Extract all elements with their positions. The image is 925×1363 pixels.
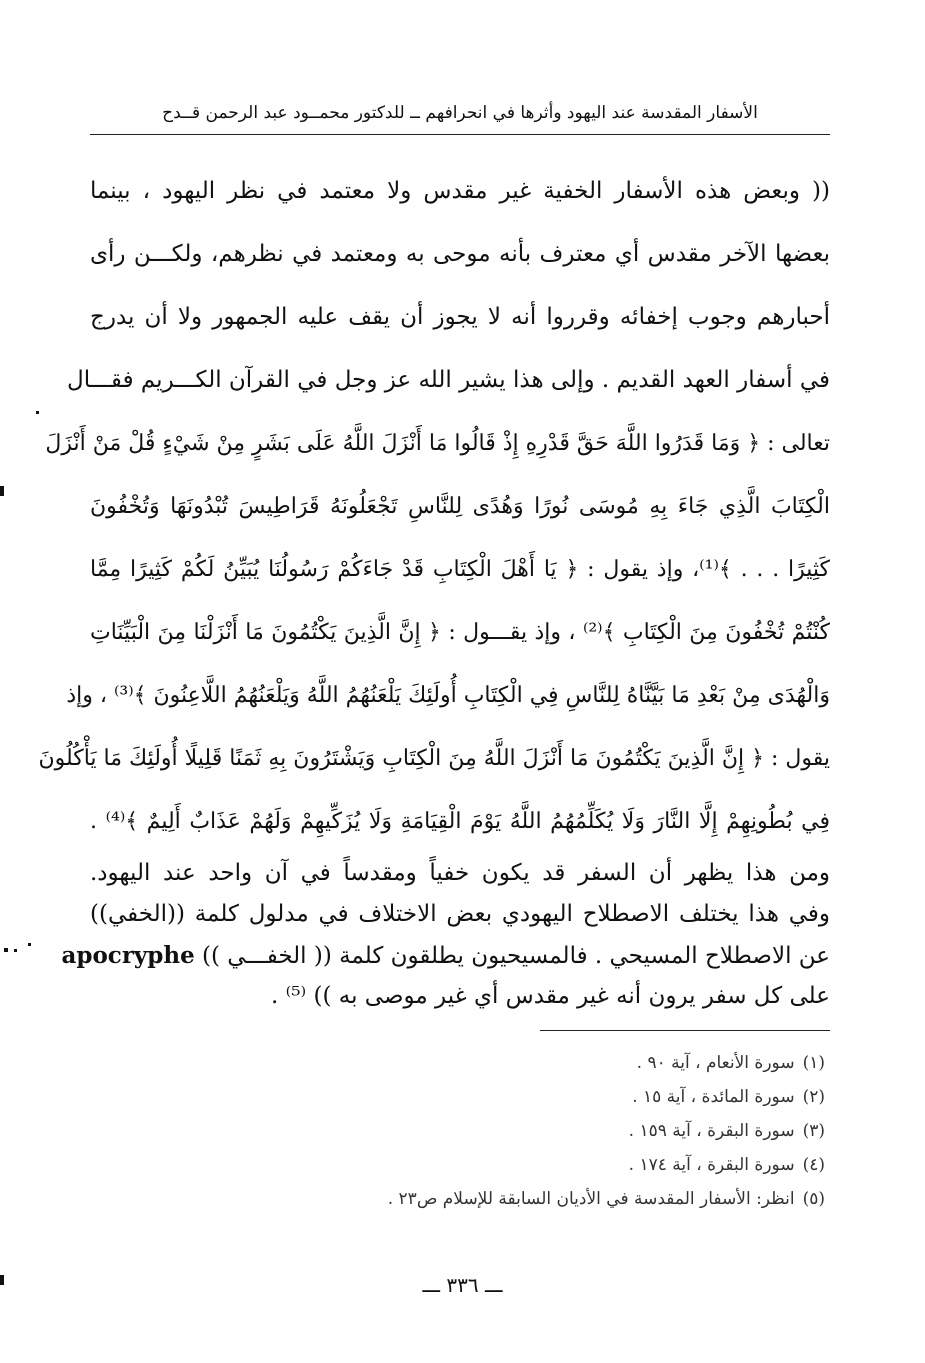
body-line: على كل سفر يرون أنه غير مقدس أي غير موصى به )) ⁽⁵⁾ . <box>271 983 830 1009</box>
running-header: الأسفار المقدسة عند اليهود وأثرها في انحرافهم ــ للدكتور محمــود عبد الرحمن قــدح <box>162 103 758 123</box>
quran-verse-line: تعالى : ﴿ وَمَا قَدَرُوا اللَّهَ حَقَّ قَدْرِهِ إِذْ قَالُوا مَا أَنْزَلَ اللَّهُ عَلَى بَشَرٍ مِنْ شَيْءٍ قُلْ مَنْ أَنْزَلَ <box>45 431 830 456</box>
footnote-text: سورة البقرة ، آية ١٥٩ . <box>628 1121 795 1141</box>
footnote <box>225 1080 825 1114</box>
quran-verse-line: فِي بُطُونِهِمْ إِلَّا النَّارَ وَلَا يُكَلِّمُهُمُ اللَّهُ يَوْمَ الْقِيَامَةِ وَلَا يُزَكِّيهِمْ وَلَهُمْ عَذَابٌ أَلِيمٌ ﴾⁽⁴⁾ . <box>90 809 831 834</box>
scan-speck <box>0 1275 4 1285</box>
footnote-text: سورة المائدة ، آية ١٥ . <box>632 1087 795 1107</box>
body-text <box>38 160 831 1017</box>
quran-verse-line: كُنْتُمْ تُخْفُونَ مِنَ الْكِتَابِ ﴾⁽²⁾ ، وإذ يقـــول : ﴿ إِنَّ الَّذِينَ يَكْتُمُونَ مَا أَنْزَلْنَا مِنَ الْبَيِّنَاتِ <box>90 620 830 645</box>
latin-term: apocryphe <box>61 942 195 969</box>
footnote-text: سورة الأنعام ، آية ٩٠ . <box>636 1053 795 1073</box>
body-line: في أسفار العهد القديم . وإلى هذا يشير الله عز وجل في القرآن الكـــريم فقـــال <box>67 367 830 393</box>
scan-speck <box>14 949 17 952</box>
footnote-number: (٥) <box>802 1189 825 1209</box>
scan-speck <box>28 943 31 946</box>
body-line-text: عن الاصطلاح المسيحي . فالمسيحيون يطلقون كلمة (( الخفـــي )) <box>202 943 830 969</box>
footnote-text: سورة البقرة ، آية ١٧٤ . <box>628 1155 795 1175</box>
quran-verse-line: يقول : ﴿ إِنَّ الَّذِينَ يَكْتُمُونَ مَا أَنْزَلَ اللَّهُ مِنَ الْكِتَابِ وَيَشْتَرُونَ بِهِ ثَمَنًا قَلِيلًا أُولَئِكَ مَا يَأْكُلُونَ <box>38 746 830 771</box>
footnote <box>225 1114 825 1148</box>
quran-verse-line: وَالْهُدَى مِنْ بَعْدِ مَا بَيَّنَّاهُ لِلنَّاسِ فِي الْكِتَابِ أُولَئِكَ يَلْعَنُهُمُ اللَّهُ وَيَلْعَنُهُمُ اللَّاعِنُونَ ﴾⁽³⁾ ، وإذ <box>66 683 830 708</box>
footnote <box>225 1148 825 1182</box>
quran-verse-line: الْكِتَابَ الَّذِي جَاءَ بِهِ مُوسَى نُورًا وَهُدًى لِلنَّاسِ تَجْعَلُونَهُ قَرَاطِيسَ تُبْدُونَهَا وَتُخْفُونَ <box>90 494 830 519</box>
footnote <box>225 1046 825 1080</box>
footnote-text: انظر: الأسفار المقدسة في الأديان السابقة للإسلام ص٢٣ . <box>387 1189 795 1209</box>
footnote-divider <box>540 1030 830 1031</box>
body-line: بعضها الآخر مقدس أي معترف بأنه موحى به ومعتمد في نظرهم، ولكـــن رأى <box>90 241 830 267</box>
body-line: أحبارهم وجوب إخفائه وقرروا أنه لا يجوز أن يقف عليه الجمهور ولا أن يدرج <box>90 304 830 330</box>
scan-speck <box>36 411 39 414</box>
page-number: ـــ ٣٣٦ ـــ <box>422 1273 503 1297</box>
footnote-number: (٤) <box>802 1155 825 1175</box>
footnotes <box>225 1046 825 1216</box>
quran-verse-line: كَثِيرًا . . . ﴾⁽¹⁾، وإذ يقول : ﴿ يَا أَهْلَ الْكِتَابِ قَدْ جَاءَكُمْ رَسُولُنَا يُبَيِّنُ لَكُمْ كَثِيرًا مِمَّا <box>90 557 830 582</box>
body-line: ومن هذا يظهر أن السفر قد يكون خفياً ومقدساً في آن واحد عند اليهود. <box>90 860 830 886</box>
scan-speck <box>4 948 8 952</box>
header-divider <box>90 134 830 135</box>
body-line: وفي هذا يختلف الاصطلاح اليهودي بعض الاختلاف في مدلول كلمة ((الخفي)) <box>90 901 830 927</box>
footnote-number: (٢) <box>802 1087 825 1107</box>
body-line-with-latin <box>61 935 830 976</box>
footnote <box>225 1182 825 1216</box>
footnote-number: (٣) <box>802 1121 825 1141</box>
scan-speck <box>0 486 4 496</box>
footnote-number: (١) <box>802 1053 825 1073</box>
body-line: (( وبعض هذه الأسفار الخفية غير مقدس ولا معتمد في نظر اليهود ، بينما <box>90 178 830 204</box>
